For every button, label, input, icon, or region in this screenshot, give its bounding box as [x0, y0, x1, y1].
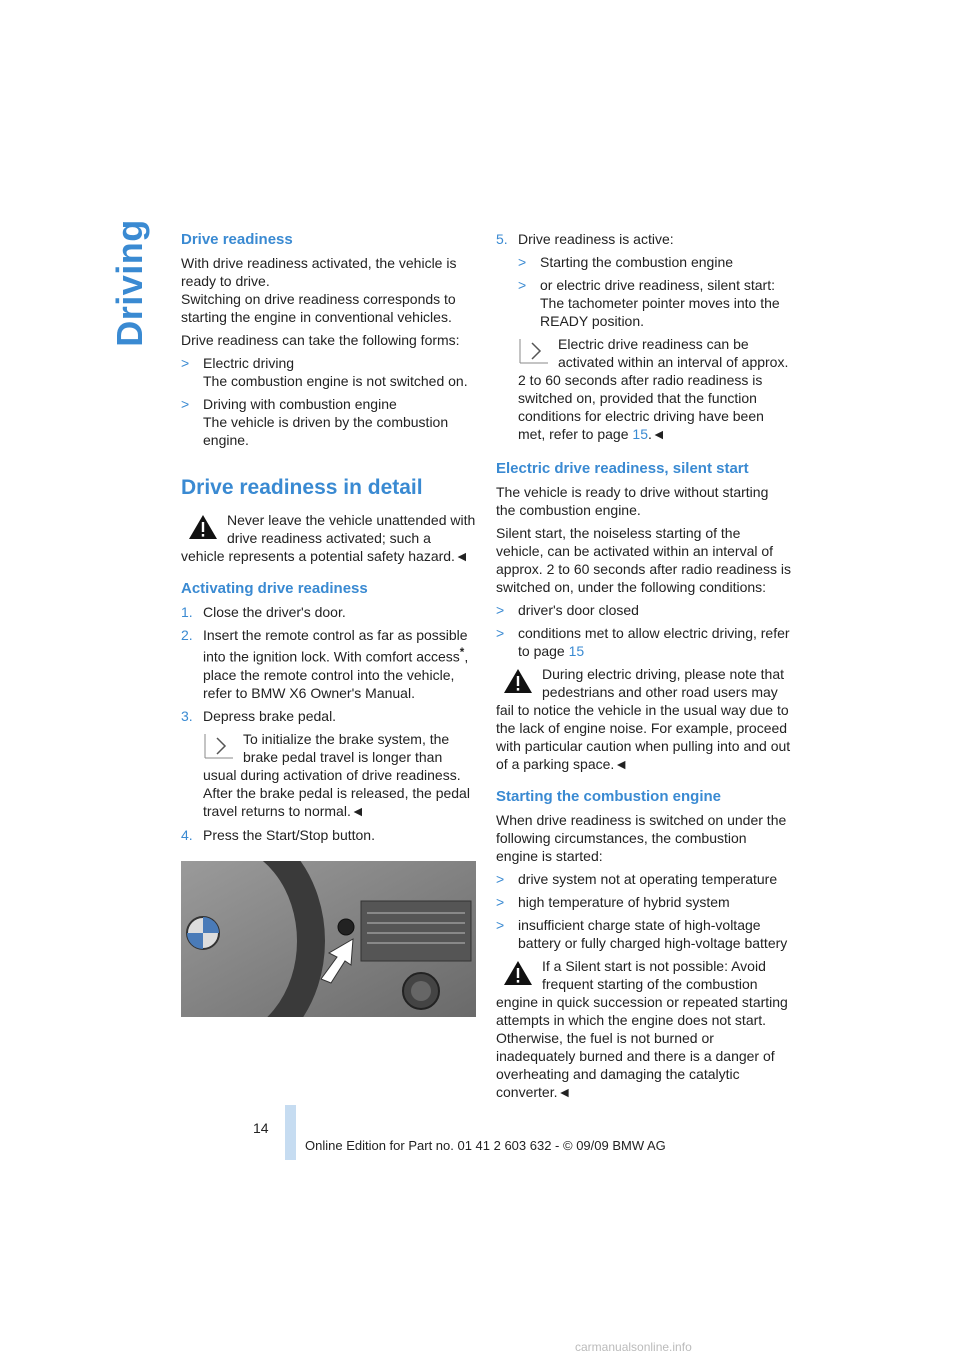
- chapter-title-text: Driving: [109, 219, 151, 347]
- right-column: [496, 230, 791, 1107]
- list-item: > insufficient charge state of high-voltage battery or fully charged high-voltage battery: [496, 917, 788, 951]
- note-arrow-icon: [203, 732, 235, 760]
- page-number: 14: [253, 1120, 269, 1136]
- footer-text: Online Edition for Part no. 01 41 2 603 632 - © 09/09 BMW AG: [305, 1138, 666, 1153]
- left-column: [181, 230, 476, 1021]
- start-stop-button-photo: [181, 861, 476, 1017]
- step-2: 2. Insert the remote control as far as possible into the ignition lock. With comfort access*, place the remote control into the vehicle, refer to BMW X6 Owner's Manual.: [181, 627, 469, 701]
- list-item: > drive system not at operating temperature: [496, 871, 778, 887]
- paragraph: With drive readiness activated, the vehicle is ready to drive. Switching on drive readiness corresponds to starting the engine in conventional vehicles.: [181, 255, 457, 325]
- warning-note: If a Silent start is not possible: Avoid frequent starting of the combustion engine in quick succession or repeated starting attempts in which the engine does not start. Otherwise, the fuel is not burned or inadequately burned and there is a danger of overheating and damaging the catalytic converter.◄: [496, 958, 788, 1100]
- list-item: > Electric driving The combustion engine is not switched on.: [181, 355, 468, 389]
- heading-detail: Drive readiness in detail: [181, 476, 423, 499]
- warning-triangle-icon: [502, 959, 534, 987]
- list-item: > high temperature of hybrid system: [496, 894, 730, 910]
- warning-triangle-icon: [502, 667, 534, 695]
- warning-triangle-icon: [187, 513, 219, 541]
- warning-note: During electric driving, please note that pedestrians and other road users may fail to notice the vehicle in the usual way due to the lack of engine noise. For example, proceed with particular caution when pulling into and out of a parking space.◄: [496, 666, 791, 772]
- paragraph: Drive readiness can take the following forms:: [181, 332, 460, 348]
- list-item: > Driving with combustion engine The vehicle is driven by the combustion engine.: [181, 396, 449, 448]
- paragraph: When drive readiness is switched on under the following circumstances, the combustion engine is started:: [496, 812, 787, 864]
- heading-drive-readiness: Drive readiness: [181, 231, 293, 248]
- heading-starting-engine: Starting the combustion engine: [496, 788, 722, 805]
- list-item: > driver's door closed: [496, 602, 639, 618]
- footer-accent-bar: [285, 1105, 296, 1160]
- heading-activating: Activating drive readiness: [181, 580, 368, 597]
- list-item: > Starting the combustion engine: [518, 254, 734, 270]
- step-1: 1. Close the driver's door.: [181, 604, 346, 620]
- info-note: Electric drive readiness can be activated within an interval of approx. 2 to 60 seconds after radio readiness is switched on, provided that the function conditions for electric driving have been met, refer to page 15.◄: [518, 336, 789, 442]
- step-3: 3. Depress brake pedal.: [181, 707, 337, 724]
- step-5: 5. Drive readiness is active:: [496, 231, 674, 247]
- note-arrow-icon: [518, 337, 550, 365]
- chapter-side-title: [108, 219, 152, 347]
- warning-note: Never leave the vehicle unattended with drive readiness activated; such a vehicle represents a potential safety hazard.◄: [181, 512, 476, 564]
- list-item: > or electric drive readiness, silent start: The tachometer pointer moves into the READY position.: [518, 277, 780, 329]
- paragraph: The vehicle is ready to drive without starting the combustion engine.: [496, 484, 769, 518]
- watermark: carmanualsonline.info: [575, 1340, 692, 1354]
- page-link[interactable]: 15: [568, 643, 585, 659]
- heading-silent-start: Electric drive readiness, silent start: [496, 460, 749, 477]
- step-4: 4. Press the Start/Stop button.: [181, 826, 375, 843]
- paragraph: Silent start, the noiseless starting of the vehicle, can be activated within an interval of approx. 2 to 60 seconds after radio readiness is switched on, under the following conditions:: [496, 525, 791, 595]
- info-note: To initialize the brake system, the brake pedal travel is longer than usual during activation of drive readiness. After the brake pedal is released, the pedal travel returns to normal.◄: [203, 730, 470, 819]
- page-link[interactable]: 15: [632, 426, 648, 442]
- list-item: > conditions met to allow electric driving, refer to page 15: [496, 625, 790, 659]
